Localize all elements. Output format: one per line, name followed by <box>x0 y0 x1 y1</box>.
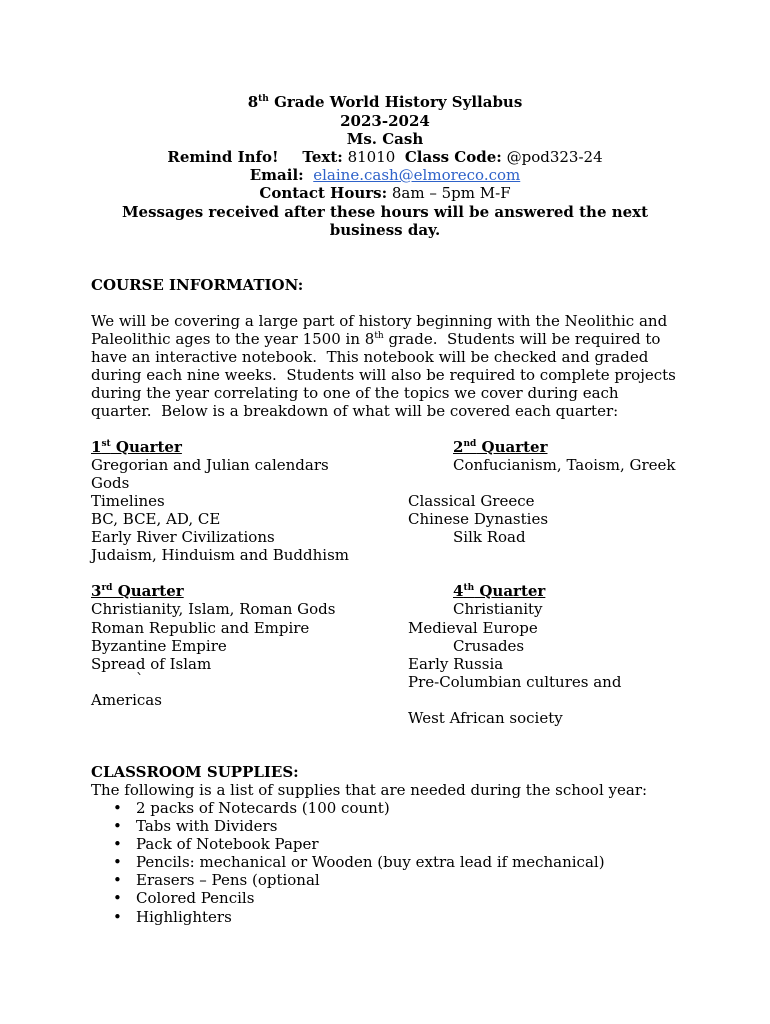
quarter-4-item: Christianity <box>453 600 543 618</box>
quarter-1-item: Timelines <box>91 492 165 510</box>
quarter-2-heading: 2nd Quarter <box>453 438 548 456</box>
bullet-icon: • <box>113 889 122 908</box>
supply-item: • Pencils: mechanical or Wooden (buy extra lead if mechanical) <box>113 853 605 872</box>
quarter-3-item: Byzantine Empire <box>91 637 227 655</box>
bullet-icon: • <box>113 907 122 926</box>
page-title: 8th Grade World History Syllabus <box>247 93 523 111</box>
bullet-icon: • <box>113 799 122 817</box>
contact-hours: Contact Hours: 8am – 5pm M-F <box>259 184 511 202</box>
supplies-heading: CLASSROOM SUPPLIES: <box>91 763 299 781</box>
quarter-2-item: Classical Greece <box>408 492 535 510</box>
course-para-line: quarter. Below is a breakdown of what will be covered each quarter: <box>91 402 619 420</box>
teacher-name: Ms. Cash <box>346 130 424 148</box>
course-para-line: Paleolithic ages to the year 1500 in 8th grade. Students will be required to <box>91 330 661 348</box>
quarter-3-heading: 3rd Quarter <box>91 582 184 600</box>
supply-item: • Pack of Notebook Paper <box>113 835 319 854</box>
course-para-line: We will be covering a large part of history beginning with the Neolithic and <box>91 312 668 330</box>
supplies-list <box>113 799 605 926</box>
quarter-2-item: Silk Road <box>453 528 526 546</box>
quarter-1-item: Gregorian and Julian calendars <box>91 456 329 474</box>
quarter-3-item: Americas <box>91 691 162 709</box>
quarter-1-item: Gods <box>91 474 130 492</box>
bullet-icon: • <box>113 871 122 890</box>
supply-item: • Colored Pencils <box>113 889 255 908</box>
quarter-1-item: Early River Civilizations <box>91 528 275 546</box>
quarter-3-item: Christianity, Islam, Roman Gods <box>91 600 336 618</box>
remind-info: Remind Info! Text: 81010 Class Code: @pod323-24 <box>167 148 603 166</box>
supply-item: • Erasers – Pens (optional <box>113 871 320 890</box>
course-para-line: during each nine weeks. Students will also be required to complete projects <box>91 366 676 384</box>
quarter-4-heading: 4th Quarter <box>453 582 546 600</box>
email-line: Email: elaine.cash@elmoreco.com <box>249 166 521 184</box>
school-year: 2023-2024 <box>340 112 430 130</box>
quarter-2-item: Confucianism, Taoism, Greek <box>453 456 676 474</box>
email-link[interactable]: elaine.cash@elmoreco.com <box>313 166 521 184</box>
quarter-4-item: Medieval Europe <box>408 619 538 637</box>
bullet-icon: • <box>113 835 122 854</box>
bullet-icon: • <box>113 853 122 872</box>
quarter-1-item: BC, BCE, AD, CE <box>91 510 221 528</box>
messages-note-line2: business day. <box>329 221 441 239</box>
messages-note-line1: Messages received after these hours will be answered the next <box>121 203 649 221</box>
quarter-4-item: Early Russia <box>408 655 504 673</box>
course-para-line: have an interactive notebook. This notebook will be checked and graded <box>91 348 649 366</box>
quarter-3-item: Spread of Islam <box>91 655 212 673</box>
quarter-1-item: Judaism, Hinduism and Buddhism <box>91 546 350 564</box>
supplies-intro: The following is a list of supplies that are needed during the school year: <box>91 781 648 799</box>
quarter-3-stray-mark: ` <box>136 670 144 688</box>
quarter-4-item: Pre-Columbian cultures and <box>408 673 622 691</box>
quarter-1-heading: 1st Quarter <box>91 438 182 456</box>
quarter-4-item: Crusades <box>453 637 525 655</box>
quarter-4-item: West African society <box>408 709 563 727</box>
quarter-3-item: Roman Republic and Empire <box>91 619 310 637</box>
course-info-heading: COURSE INFORMATION: <box>91 276 304 294</box>
quarter-2-item: Chinese Dynasties <box>408 510 549 528</box>
course-para-line: during the year correlating to one of the topics we cover during each <box>91 384 619 402</box>
bullet-icon: • <box>113 817 122 836</box>
supply-item: • Highlighters <box>113 907 232 926</box>
supply-item: • 2 packs of Notecards (100 count) <box>113 799 390 817</box>
supply-item: • Tabs with Dividers <box>113 817 278 836</box>
